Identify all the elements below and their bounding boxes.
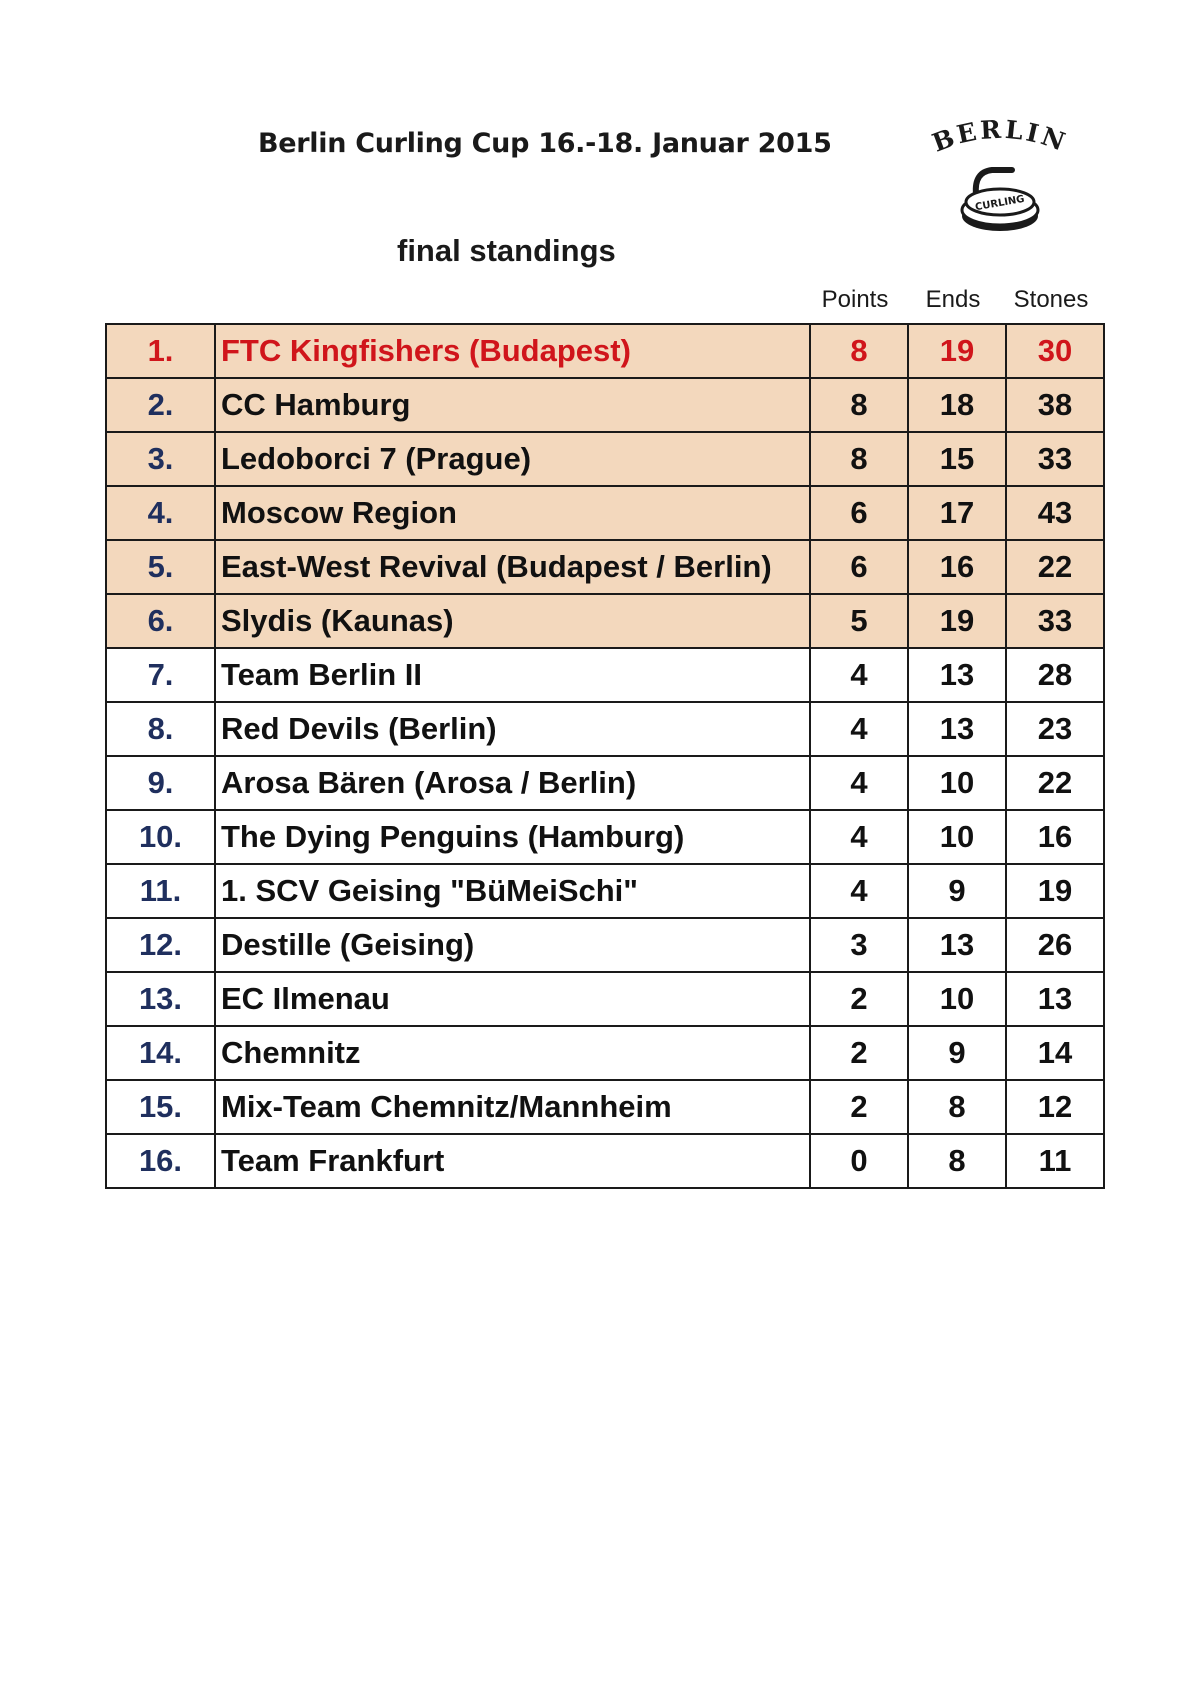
table-row xyxy=(106,594,1104,648)
points-cell: 6 xyxy=(810,486,908,540)
points-cell: 2 xyxy=(810,972,908,1026)
rank-cell: 12. xyxy=(106,918,215,972)
stones-cell: 12 xyxy=(1006,1080,1104,1134)
rank-cell: 5. xyxy=(106,540,215,594)
rank-cell: 14. xyxy=(106,1026,215,1080)
ends-cell: 8 xyxy=(908,1080,1006,1134)
team-name-cell: Chemnitz xyxy=(215,1026,810,1080)
stones-cell: 19 xyxy=(1006,864,1104,918)
svg-text:CURLING: CURLING xyxy=(974,193,1026,214)
stones-cell: 26 xyxy=(1006,918,1104,972)
table-row xyxy=(106,756,1104,810)
ends-cell: 9 xyxy=(908,864,1006,918)
points-cell: 4 xyxy=(810,864,908,918)
points-cell: 8 xyxy=(810,432,908,486)
ends-cell: 10 xyxy=(908,756,1006,810)
ends-cell: 13 xyxy=(908,648,1006,702)
ends-cell: 8 xyxy=(908,1134,1006,1188)
points-cell: 0 xyxy=(810,1134,908,1188)
rank-cell: 10. xyxy=(106,810,215,864)
team-name-cell: EC Ilmenau xyxy=(215,972,810,1026)
standings-body xyxy=(106,324,1104,1188)
team-name-cell: CC Hamburg xyxy=(215,378,810,432)
ends-cell: 13 xyxy=(908,918,1006,972)
table-row xyxy=(106,702,1104,756)
rank-cell: 2. xyxy=(106,378,215,432)
points-cell: 6 xyxy=(810,540,908,594)
team-name-cell: Destille (Geising) xyxy=(215,918,810,972)
team-name-cell: The Dying Penguins (Hamburg) xyxy=(215,810,810,864)
points-cell: 2 xyxy=(810,1026,908,1080)
team-name-cell: Red Devils (Berlin) xyxy=(215,702,810,756)
points-cell: 3 xyxy=(810,918,908,972)
table-row xyxy=(106,486,1104,540)
points-cell: 8 xyxy=(810,378,908,432)
points-cell: 4 xyxy=(810,702,908,756)
svg-text:BERLIN: BERLIN xyxy=(930,114,1070,158)
rank-cell: 9. xyxy=(106,756,215,810)
stones-cell: 11 xyxy=(1006,1134,1104,1188)
ends-cell: 10 xyxy=(908,810,1006,864)
column-header-points: Points xyxy=(821,286,889,313)
ends-cell: 17 xyxy=(908,486,1006,540)
team-name-cell: Moscow Region xyxy=(215,486,810,540)
points-cell: 2 xyxy=(810,1080,908,1134)
ends-cell: 15 xyxy=(908,432,1006,486)
stones-cell: 22 xyxy=(1006,540,1104,594)
stones-cell: 13 xyxy=(1006,972,1104,1026)
team-name-cell: 1. SCV Geising "BüMeiSchi" xyxy=(215,864,810,918)
ends-cell: 18 xyxy=(908,378,1006,432)
points-cell: 4 xyxy=(810,756,908,810)
rank-cell: 8. xyxy=(106,702,215,756)
team-name-cell: FTC Kingfishers (Budapest) xyxy=(215,324,810,378)
column-headers xyxy=(0,286,1200,316)
points-cell: 4 xyxy=(810,648,908,702)
rank-cell: 7. xyxy=(106,648,215,702)
stones-cell: 28 xyxy=(1006,648,1104,702)
event-title: Berlin Curling Cup 16.-18. Januar 2015 xyxy=(258,128,832,159)
stones-cell: 14 xyxy=(1006,1026,1104,1080)
points-cell: 4 xyxy=(810,810,908,864)
ends-cell: 13 xyxy=(908,702,1006,756)
team-name-cell: Team Frankfurt xyxy=(215,1134,810,1188)
team-name-cell: Mix-Team Chemnitz/Mannheim xyxy=(215,1080,810,1134)
team-name-cell: East-West Revival (Budapest / Berlin) xyxy=(215,540,810,594)
team-name-cell: Slydis (Kaunas) xyxy=(215,594,810,648)
table-row xyxy=(106,1134,1104,1188)
stones-cell: 22 xyxy=(1006,756,1104,810)
curling-stone-icon xyxy=(930,112,1070,242)
table-row xyxy=(106,432,1104,486)
rank-cell: 15. xyxy=(106,1080,215,1134)
stones-cell: 30 xyxy=(1006,324,1104,378)
team-name-cell: Team Berlin II xyxy=(215,648,810,702)
table-row xyxy=(106,864,1104,918)
table-row xyxy=(106,810,1104,864)
ends-cell: 10 xyxy=(908,972,1006,1026)
standings-subtitle: final standings xyxy=(397,233,616,268)
ends-cell: 19 xyxy=(908,324,1006,378)
berlin-curling-logo xyxy=(930,112,1070,242)
table-row xyxy=(106,918,1104,972)
standings-table xyxy=(105,323,1105,1189)
rank-cell: 13. xyxy=(106,972,215,1026)
ends-cell: 16 xyxy=(908,540,1006,594)
column-header-ends: Ends xyxy=(925,286,981,313)
table-row xyxy=(106,324,1104,378)
table-row xyxy=(106,972,1104,1026)
rank-cell: 3. xyxy=(106,432,215,486)
rank-cell: 1. xyxy=(106,324,215,378)
rank-cell: 4. xyxy=(106,486,215,540)
team-name-cell: Arosa Bären (Arosa / Berlin) xyxy=(215,756,810,810)
ends-cell: 19 xyxy=(908,594,1006,648)
stones-cell: 33 xyxy=(1006,432,1104,486)
rank-cell: 6. xyxy=(106,594,215,648)
stones-cell: 23 xyxy=(1006,702,1104,756)
ends-cell: 9 xyxy=(908,1026,1006,1080)
stones-cell: 16 xyxy=(1006,810,1104,864)
table-row xyxy=(106,540,1104,594)
stones-cell: 38 xyxy=(1006,378,1104,432)
table-row xyxy=(106,648,1104,702)
rank-cell: 16. xyxy=(106,1134,215,1188)
stones-cell: 33 xyxy=(1006,594,1104,648)
rank-cell: 11. xyxy=(106,864,215,918)
table-row xyxy=(106,1080,1104,1134)
stones-cell: 43 xyxy=(1006,486,1104,540)
points-cell: 8 xyxy=(810,324,908,378)
table-row xyxy=(106,378,1104,432)
points-cell: 5 xyxy=(810,594,908,648)
team-name-cell: Ledoborci 7 (Prague) xyxy=(215,432,810,486)
column-header-stones: Stones xyxy=(1013,286,1089,313)
table-row xyxy=(106,1026,1104,1080)
